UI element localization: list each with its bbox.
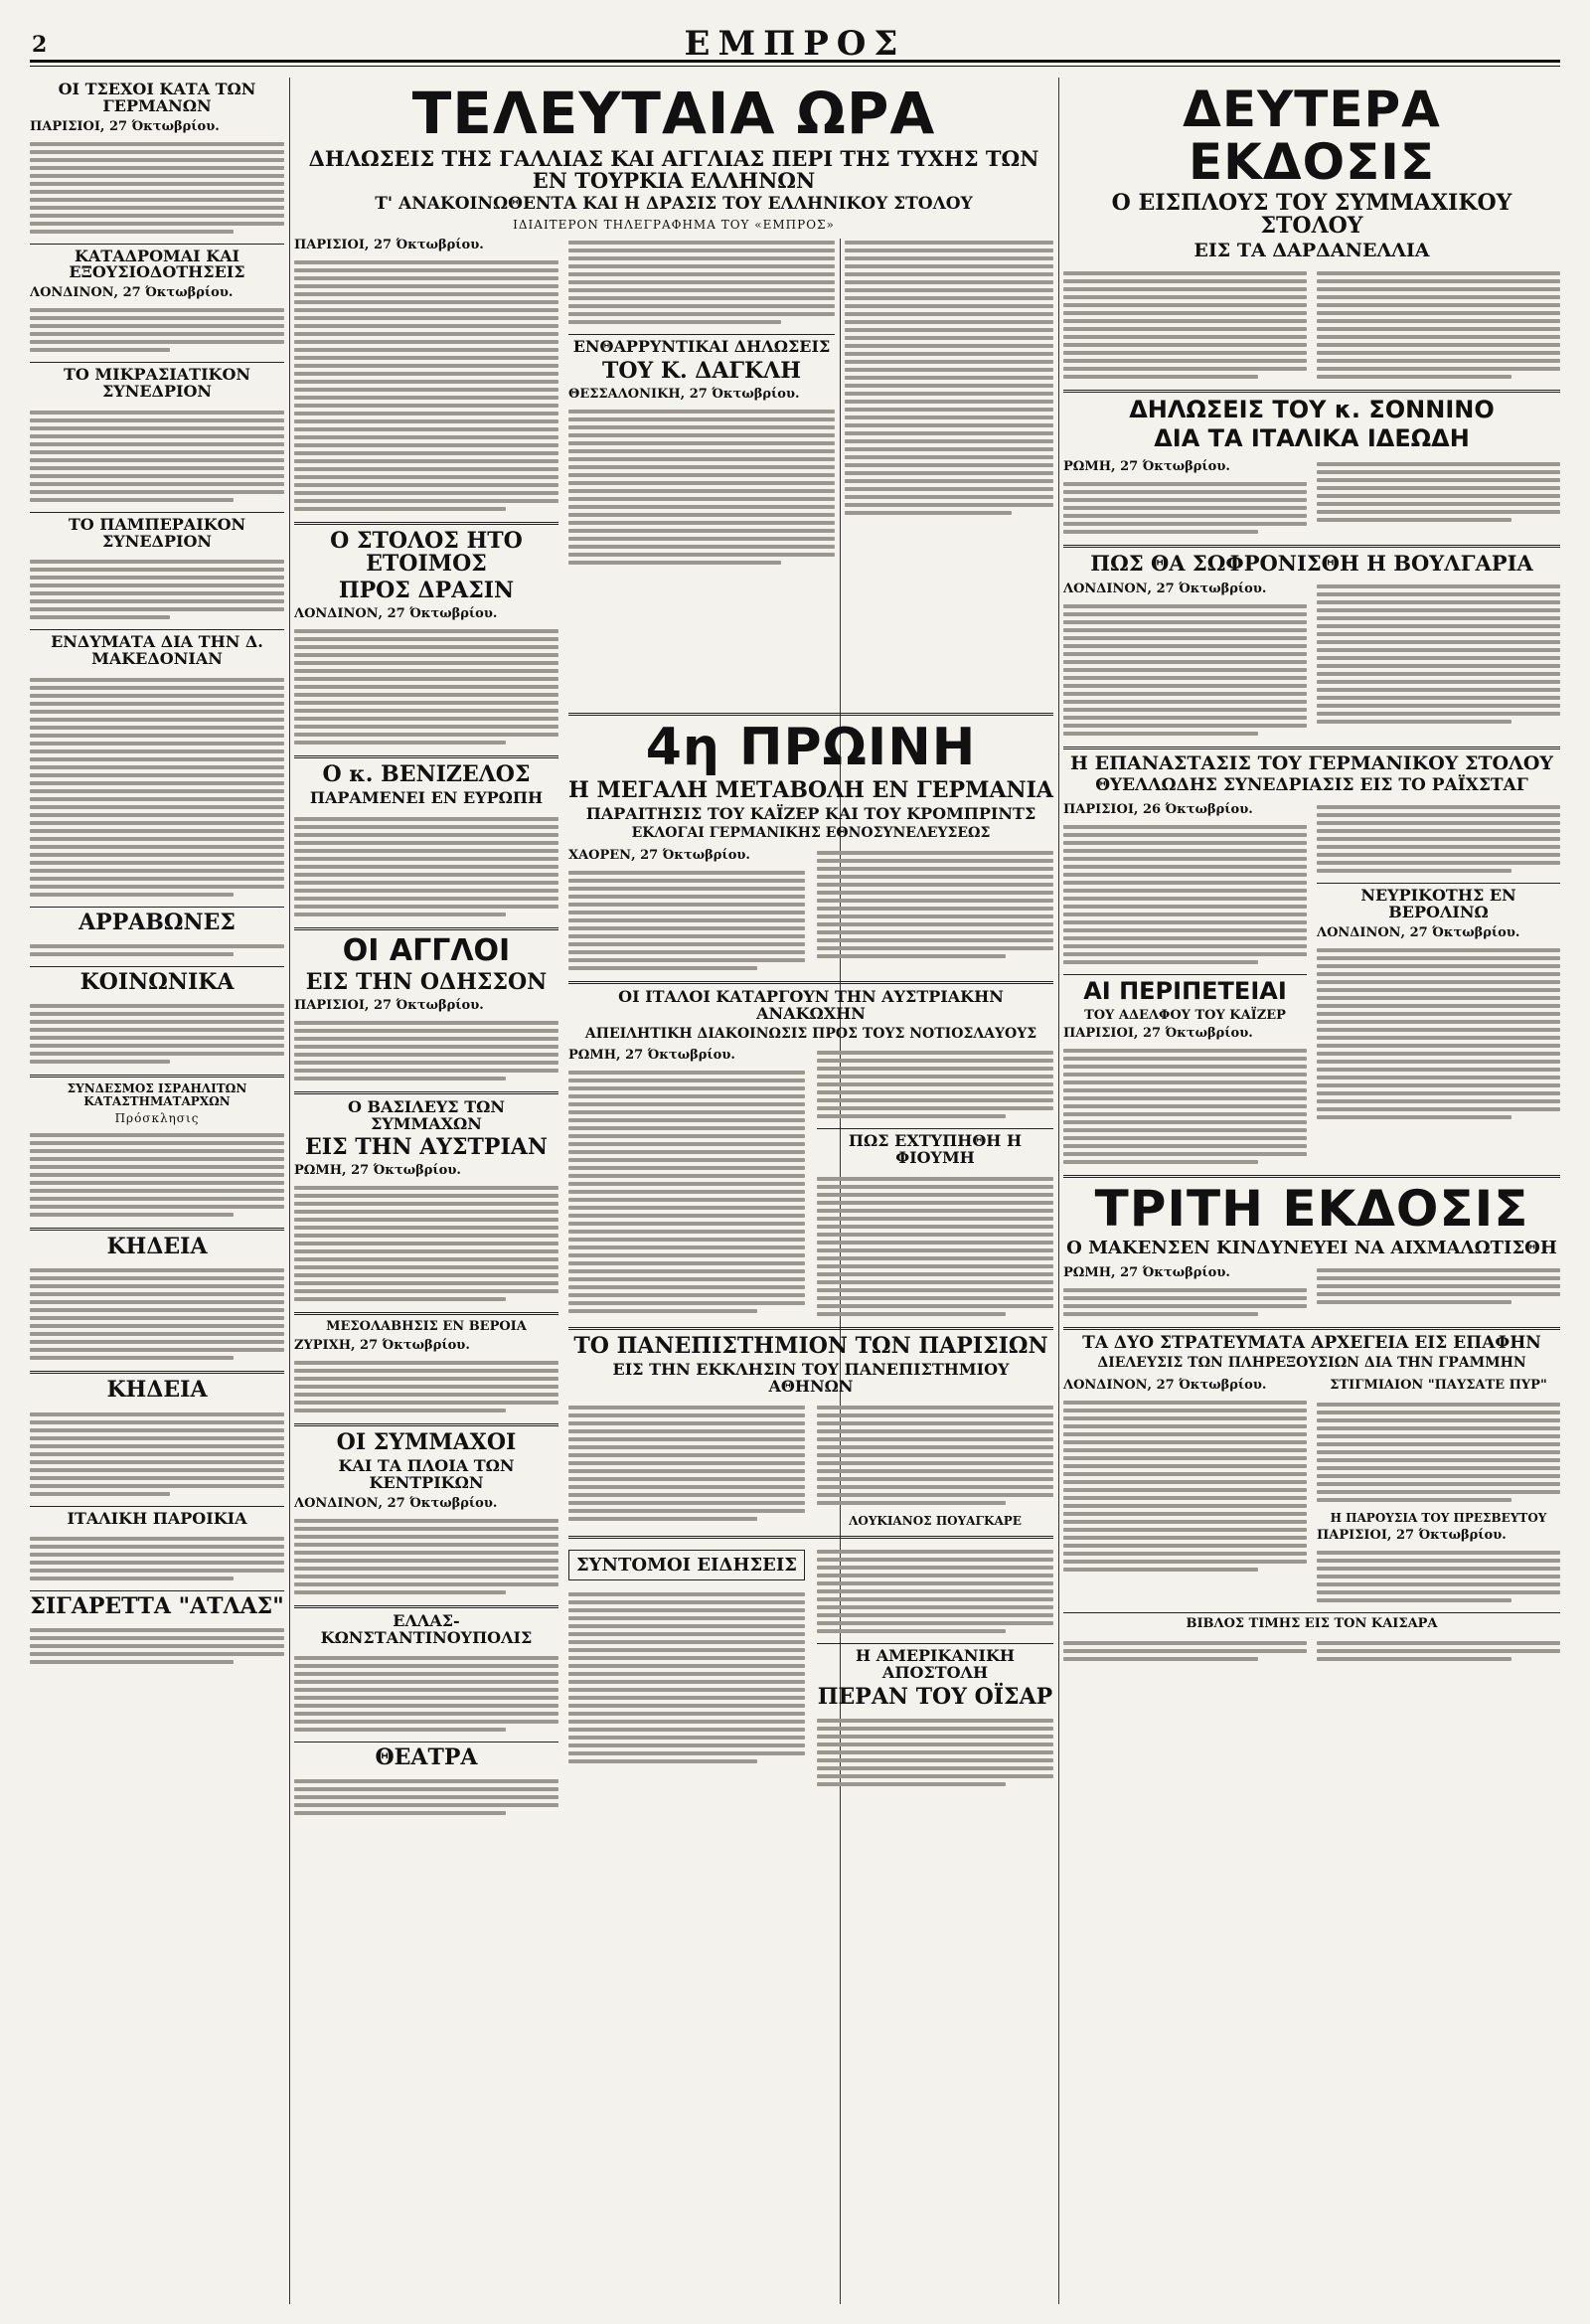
column-4-upper	[845, 235, 1053, 702]
headline: ΕΝΘΑΡΡΥΝΤΙΚΑΙ ΔΗΛΩΣΕΙΣ	[572, 337, 831, 356]
article-text	[1317, 1262, 1560, 1322]
headline: ΔΗΛΩΣΕΙΣ ΤΟΥ κ. ΣΟΝΝΙΝΟ	[1129, 396, 1495, 424]
article-text	[294, 1180, 558, 1307]
separator	[568, 1536, 1053, 1539]
telegram-credit: ΙΔΙΑΙΤΕΡΟΝ ΤΗΛΕΓΡΑΦΗΜΑ ΤΟΥ «ΕΜΠΡΟΣ»	[513, 217, 835, 232]
headline: ΟΙ ΤΣΕΧΟΙ ΚΑΤΑ ΤΩΝ ΓΕΡΜΑΝΩΝ	[58, 80, 256, 115]
dateline: ΡΩΜΗ, 27 Όκτωβρίου.	[568, 1048, 735, 1064]
headline: ΣΙΓΑΡΕΤΤΑ "ΑΤΛΑΣ"	[30, 1593, 284, 1620]
article-text	[294, 623, 558, 750]
subheadline: ΠΕΡΑΝ ΤΟΥ ΟΪΣΑΡ	[817, 1683, 1053, 1710]
article-text	[1063, 1395, 1307, 1577]
dateline: ΠΑΡΙΣΙΟΙ, 27 Όκτωβρίου.	[294, 997, 484, 1013]
separator	[1063, 1612, 1560, 1613]
dateline: ΡΩΜΗ, 27 Όκτωβρίου.	[1063, 458, 1230, 474]
headline: Ο ΕΙΣΠΛΟΥΣ ΤΟΥ ΣΥΜΜΑΧΙΚΟΥ ΣΤΟΛΟΥ	[1111, 190, 1512, 240]
article-text	[30, 1622, 284, 1670]
separator	[30, 1075, 284, 1078]
article-text	[30, 302, 284, 358]
article-text	[1063, 598, 1307, 742]
separator	[30, 1506, 284, 1507]
headline: Η ΕΠΑΝΑΣΤΑΣΙΣ ΤΟΥ ΓΕΡΜΑΝΙΚΟΥ ΣΤΟΛΟΥ	[1070, 751, 1553, 774]
subheadline: ΕΙΣ ΤΗΝ ΑΥΣΤΡΙΑΝ	[305, 1134, 548, 1161]
headline: ΤΑ ΔΥΟ ΣΤΡΑΤΕΥΜΑΤΑ ΑΡΧΕΓΕΙΑ ΕΙΣ ΕΠΑΦΗΝ	[1082, 1332, 1541, 1353]
dateline: ΠΑΡΙΣΙΟΙ, 27 Όκτωβρίου.	[294, 238, 484, 252]
headline: Ο ΜΑΚΕΝΣΕΝ ΚΙΝΔΥΝΕΥΕΙ ΝΑ ΑΙΧΜΑΛΩΤΙΣΘΗ	[1066, 1237, 1557, 1258]
article-text	[1317, 265, 1560, 385]
headline: ΚΗΔΕΙΑ	[106, 1234, 208, 1260]
dateline: ΡΩΜΗ, 27 Όκτωβρίου.	[1063, 1264, 1230, 1280]
headline: Η ΠΑΡΟΥΣΙΑ ΤΟΥ ΠΡΕΣΒΕΥΤΟΥ	[1330, 1510, 1547, 1525]
headline: Η ΑΜΕΡΙΚΑΝΙΚΗ ΑΠΟΣΤΟΛΗ	[856, 1646, 1015, 1683]
article-text	[30, 1407, 284, 1502]
separator	[817, 1128, 1053, 1129]
article-text	[568, 1400, 805, 1527]
article-text	[30, 998, 284, 1070]
column-2	[294, 235, 558, 2304]
subheadline: ΑΠΕΙΛΗΤΙΚΗ ΔΙΑΚΟΙΝΩΣΙΣ ΠΡΟΣ ΤΟΥΣ ΝΟΤΙΟΣΛΑΥΟΥΣ	[584, 1025, 1037, 1042]
headline: ΘΕΑΤΡΑ	[375, 1744, 478, 1771]
article-text	[1317, 1635, 1560, 1667]
separator	[30, 1371, 284, 1374]
article-text	[30, 672, 284, 903]
separator	[30, 244, 284, 245]
headline: ΤΟ ΜΙΚΡΑΣΙΑΤΙΚΟΝ ΣΥΝΕΔΡΙΟΝ	[63, 365, 251, 401]
separator	[30, 629, 284, 630]
article-text	[1063, 1043, 1307, 1170]
separator	[294, 1423, 558, 1426]
right-section	[1063, 80, 1560, 1667]
separator	[1063, 1175, 1560, 1178]
article-text	[1063, 476, 1307, 540]
separator	[294, 1742, 558, 1743]
masthead-rule-thin	[30, 66, 1560, 67]
headline: Ο ΒΑΣΙΛΕΥΣ ΤΩΝ ΣΥΜΜΑΧΩΝ	[348, 1096, 505, 1133]
separator	[30, 362, 284, 363]
dateline: ΛΟΝΔΙΝΟΝ, 27 Όκτωβρίου.	[30, 285, 234, 301]
headline: ΚΟΙΝΩΝΙΚΑ	[80, 969, 235, 996]
subheadline: ΘΥΕΛΛΩΔΗΣ ΣΥΝΕΔΡΙΑΣΙΣ ΕΙΣ ΤΟ ΡΑΪΧΣΤΑΓ	[1095, 775, 1528, 796]
page-number: 2	[32, 32, 48, 58]
subheadline: ΚΑΙ ΤΑ ΠΛΟΙΑ ΤΩΝ ΚΕΝΤΡΙΚΩΝ	[338, 1456, 515, 1492]
main-headline-block	[294, 80, 1053, 234]
headline: Ο κ. ΒΕΝΙΖΕΛΟΣ	[322, 761, 531, 788]
separator	[294, 755, 558, 758]
headline: ΠΩΣ ΕΧΤΥΠΗΘΗ Η ΦΙΟΥΜΗ	[848, 1131, 1023, 1168]
separator	[30, 966, 284, 967]
separator	[30, 1228, 284, 1231]
headline: ΕΛΛΑΣ-ΚΩΝΣΤΑΝΤΙΝΟΥΠΟΛΙΣ	[320, 1610, 533, 1647]
headline: ΤΟ ΠΑΝΕΠΙΣΤΗΜΙΟΝ ΤΩΝ ΠΑΡΙΣΙΩΝ	[573, 1333, 1048, 1360]
article-text	[294, 1773, 558, 1821]
headline: ΟΙ ΣΥΜΜΑΧΟΙ	[336, 1429, 517, 1456]
separator	[1063, 747, 1560, 749]
third-edition-title: ΤΡΙΤΗ ΕΚΔΟΣΙΣ	[1094, 1180, 1529, 1239]
headline: ΝΕΥΡΙΚΟΤΗΣ ΕΝ ΒΕΡΟΛΙΝΩ	[1360, 886, 1516, 922]
headline: ΑΡΡΑΒΩΝΕΣ	[79, 909, 236, 935]
subheadline: ΕΙΣ ΤΗΝ ΕΚΚΛΗΣΙΝ ΤΟΥ ΠΑΝΕΠΙΣΤΗΜΙΟΥ ΑΘΗΝΩΝ	[612, 1360, 1010, 1396]
article-text	[294, 1015, 558, 1086]
separator	[294, 522, 558, 525]
subheadline: Πρόσκλησις	[114, 1111, 200, 1126]
article-text	[294, 1513, 558, 1600]
column-rule	[289, 78, 290, 2304]
headline: ΚΗΔΕΙΑ	[106, 1377, 208, 1404]
article-text	[30, 554, 284, 625]
article-text	[817, 1171, 1053, 1322]
article-text	[817, 1045, 1053, 1124]
article-text	[294, 811, 558, 922]
separator	[568, 981, 1053, 984]
separator	[1063, 1327, 1560, 1330]
article-text	[1317, 1545, 1560, 1608]
separator	[294, 1091, 558, 1094]
separator	[294, 1605, 558, 1608]
dateline: ΠΑΡΙΣΙΟΙ, 26 Όκτωβρίου.	[1063, 802, 1253, 818]
headline: Ο ΣΤΟΛΟΣ ΗΤΟ ΕΤΟΙΜΟΣ	[330, 528, 523, 578]
dateline: ΠΑΡΙΣΙΟΙ, 27 Όκτωβρίου.	[1063, 1026, 1253, 1042]
dateline: ΛΟΝΔΙΝΟΝ, 27 Όκτωβρίου.	[1317, 924, 1520, 940]
dateline: ΛΟΝΔΙΝΟΝ, 27 Όκτωβρίου.	[294, 1495, 498, 1511]
dateline: ΖΥΡΙΧΗ, 27 Όκτωβρίου.	[294, 1338, 470, 1354]
article-text	[1063, 1635, 1307, 1667]
headline: ΟΙ ΑΓΓΛΟΙ	[342, 933, 511, 969]
article-text	[1063, 265, 1307, 385]
article-text	[845, 235, 1053, 521]
article-text	[1317, 799, 1560, 879]
separator	[1063, 545, 1560, 548]
headline: ΕΝΔΥΜΑΤΑ ΔΙΑ ΤΗΝ Δ. ΜΑΚΕΔΟΝΙΑΝ	[51, 632, 263, 669]
article-text	[1317, 942, 1560, 1125]
column-1	[30, 78, 284, 2304]
article-text	[1063, 819, 1307, 970]
separator	[1317, 883, 1560, 884]
article-text	[817, 1713, 1053, 1792]
article-text	[30, 136, 284, 240]
deck: ΠΑΡΑΙΤΗΣΙΣ ΤΟΥ ΚΑΪΖΕΡ ΚΑΙ ΤΟΥ ΚΡΟΜΠΡΙΝΤΣ	[585, 803, 1036, 823]
separator	[294, 1312, 558, 1315]
column-3-upper	[568, 235, 835, 702]
headline: ΠΩΣ ΘΑ ΣΩΦΡΟΝΙΣΘΗ Η ΒΟΥΛΓΑΡΙΑ	[1090, 550, 1533, 576]
article-text	[568, 1586, 805, 1769]
headline: ΟΙ ΙΤΑΛΟΙ ΚΑΤΑΡΓΟΥΝ ΤΗΝ ΑΥΣΤΡΙΑΚΗΝ ΑΝΑΚΩΧΗΝ	[618, 987, 1004, 1023]
headline: ΣΥΝΔΕΣΜΟΣ ΙΣΡΑΗΛΙΤΩΝ ΚΑΤΑΣΤΗΜΑΤΑΡΧΩΝ	[67, 1081, 247, 1108]
article-text	[1317, 579, 1560, 742]
dateline: ΧΑΟΡΕΝ, 27 Όκτωβρίου.	[568, 848, 750, 864]
deck: ΕΚΛΟΓΑΙ ΓΕΡΜΑΝΙΚΗΣ ΕΘΝΟΣΥΝΕΛΕΥΣΕΩΣ	[631, 825, 991, 842]
separator	[30, 1590, 284, 1591]
subheadline: ΔΙΑ ΤΑ ΙΤΑΛΙΚΑ ΙΔΕΩΔΗ	[1154, 424, 1470, 453]
second-edition-title: ΔΕΥΤΕΡΑ ΕΚΔΟΣΙΣ	[1183, 81, 1441, 191]
article-text	[1317, 1397, 1560, 1508]
subheadline: ΔΙΕΛΕΥΣΙΣ ΤΩΝ ΠΛΗΡΕΞΟΥΣΙΩΝ ΔΙΑ ΤΗΝ ΓΡΑΜΜΗΝ	[1097, 1355, 1526, 1372]
main-subtitle: ΔΗΛΩΣΕΙΣ ΤΗΣ ΓΑΛΛΙΑΣ ΚΑΙ ΑΓΓΛΙΑΣ ΠΕΡΙ ΤΗΣ ΤΥΧΗΣ ΤΩΝ ΕΝ ΤΟΥΡΚΙΑ ΕΛΛΗΝΩΝ	[308, 145, 1039, 193]
article-text	[294, 1355, 558, 1418]
separator	[817, 1643, 1053, 1644]
headline: 4η ΠΡΩΙΝΗ	[645, 718, 977, 777]
headline: ΤΟ ΠΑΜΠΕΡΑΙΚΟΝ ΣΥΝΕΔΡΙΟΝ	[68, 514, 246, 551]
article-text	[817, 1400, 1053, 1511]
article-text	[568, 235, 835, 330]
article-text	[568, 865, 805, 976]
subheadline: ΠΡΟΣ ΔΡΑΣΙΝ	[338, 578, 515, 604]
masthead-title: ΕΜΠΡΟΣ	[684, 24, 906, 64]
article-text	[817, 1544, 1053, 1639]
column-rule	[1058, 78, 1059, 2304]
subheadline: ΤΟΥ Κ. ΔΑΓΚΛΗ	[601, 357, 802, 384]
separator	[294, 927, 558, 930]
subheadline: ΕΙΣ ΤΑ ΔΑΡΔΑΝΕΛΛΙΑ	[1193, 240, 1430, 262]
dateline: ΘΕΣΣΑΛΟΝΙΚΗ, 27 Όκτωβρίου.	[568, 386, 800, 402]
separator	[30, 907, 284, 908]
article-text	[30, 1531, 284, 1586]
dateline: ΠΑΡΙΣΙΟΙ, 27 Όκτωβρίου.	[30, 118, 220, 134]
headline: ΜΕΣΟΛΑΒΗΣΙΣ ΕΝ ΒΕΡΟΙΑ	[326, 1319, 527, 1335]
subheadline: Η ΜΕΓΑΛΗ ΜΕΤΑΒΟΛΗ ΕΝ ΓΕΡΜΑΝΙΑ	[568, 776, 1053, 803]
article-text	[30, 405, 284, 508]
signature: ΛΟΥΚΙΑΝΟΣ ΠΟΥΑΓΚΑΡΕ	[849, 1513, 1022, 1528]
article-text	[817, 845, 1053, 964]
article-text	[568, 404, 835, 571]
subheadline: ΤΟΥ ΑΔΕΛΦΟΥ ΤΟΥ ΚΑΪΖΕΡ	[1084, 1007, 1286, 1023]
dateline: ΡΩΜΗ, 27 Όκτωβρίου.	[294, 1163, 461, 1179]
headline: ΣΥΝΤΟΜΟΙ ΕΙΔΗΣΕΙΣ	[568, 1550, 805, 1580]
headline: ΚΑΤΑΔΡΟΜΑΙ ΚΑΙ ΕΞΟΥΣΙΟΔΟΤΗΣΕΙΣ	[69, 246, 245, 282]
article-text	[30, 1127, 284, 1223]
main-title: ΤΕΛΕΥΤΑΙΑ ΩΡΑ	[411, 80, 936, 147]
article-text	[294, 254, 558, 517]
article-text	[294, 1650, 558, 1738]
dateline: ΛΟΝΔΙΝΟΝ, 27 Όκτωβρίου.	[1063, 581, 1267, 596]
separator	[30, 512, 284, 513]
article-text	[30, 1262, 284, 1366]
dateline: ΛΟΝΔΙΝΟΝ, 27 Όκτωβρίου.	[294, 606, 498, 622]
headline: ΒΙΒΛΟΣ ΤΙΜΗΣ ΕΙΣ ΤΟΝ ΚΑΙΣΑΡΑ	[1186, 1616, 1438, 1632]
separator	[1063, 974, 1307, 975]
headline: ΑΙ ΠΕΡΙΠΕΤΕΙΑΙ	[1083, 977, 1287, 1006]
subheadline: ΕΙΣ ΤΗΝ ΟΔΗΣΣΟΝ	[305, 968, 548, 995]
main-deck: Τ' ΑΝΑΚΟΙΝΩΘΕΝΤΑ ΚΑΙ Η ΔΡΑΣΙΣ ΤΟΥ ΕΛΛΗΝΙΚΟΥ ΣΤΟΛΟΥ	[375, 193, 973, 214]
dateline: ΠΑΡΙΣΙΟΙ, 27 Όκτωβρίου.	[1317, 1528, 1507, 1544]
article-text	[30, 938, 284, 962]
dateline: ΛΟΝΔΙΝΟΝ, 27 Όκτωβρίου.	[1063, 1378, 1267, 1394]
separator	[568, 1327, 1053, 1330]
headline: ΙΤΑΛΙΚΗ ΠΑΡΟΙΚΙΑ	[67, 1508, 247, 1528]
article-text	[1317, 456, 1560, 540]
headline: ΣΤΙΓΜΙΑΙΟΝ "ΠΑΥΣΑΤΕ ΠΥΡ"	[1330, 1378, 1547, 1394]
subheadline: ΠΑΡΑΜΕΝΕΙ ΕΝ ΕΥΡΩΠΗ	[309, 788, 544, 808]
separator	[1063, 390, 1560, 393]
separator	[568, 713, 1053, 716]
separator	[568, 334, 835, 335]
masthead-rule	[30, 60, 1560, 63]
fourth-morning-block	[568, 708, 1053, 1792]
article-text	[568, 1065, 805, 1319]
article-text	[1063, 1282, 1307, 1322]
